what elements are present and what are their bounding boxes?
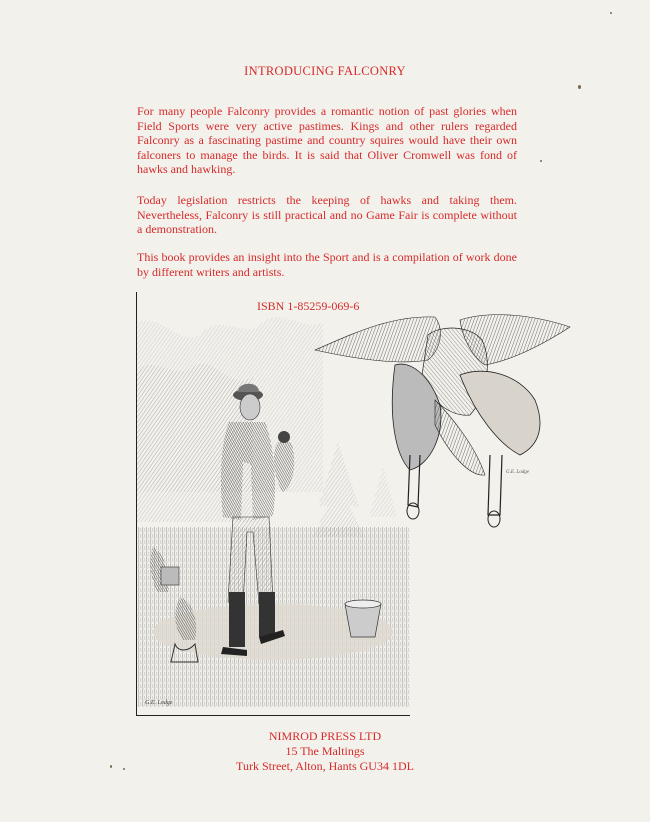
plate-frame-bottom — [136, 715, 410, 716]
isbn-label: ISBN 1-85259-069-6 — [257, 299, 360, 313]
scan-speck — [578, 85, 581, 89]
hawk-vignette-engraving — [310, 305, 575, 530]
scan-speck — [540, 160, 542, 162]
svg-text:G.E. Lodge: G.E. Lodge — [145, 700, 173, 706]
plate-frame-left — [136, 292, 137, 715]
publisher-name: NIMROD PRESS LTD — [268, 729, 382, 743]
publisher-address-line1: 15 The Maltings — [285, 744, 365, 758]
intro-paragraph-3: This book provides an insight into the Sport and is a compilation of work done by different writers and artists. — [137, 250, 517, 279]
scan-speck — [123, 768, 125, 770]
intro-paragraph-2: Today legislation restricts the keeping of hawks and taking them. Nevertheless, Falconry is still practical and no Game Fair is complete without a demonstration. — [137, 193, 517, 237]
scan-speck — [110, 765, 112, 768]
svg-text:G.E. Lodge: G.E. Lodge — [506, 470, 529, 475]
page-title: INTRODUCING FALCONRY — [244, 64, 406, 78]
scan-speck — [610, 12, 612, 14]
publisher-address-line2: Turk Street, Alton, Hants GU34 1DL — [236, 759, 414, 773]
publisher-imprint — [0, 729, 650, 774]
intro-paragraph-1: For many people Falconry provides a romantic notion of past glories when Field Sports were very active pastimes. Kings and other rulers regarded Falconry as a fascinating pastime and country squires would have their own falconers to manage the birds. It is said that Oliver Cromwell was fond of hawks and hawking. — [137, 104, 517, 177]
